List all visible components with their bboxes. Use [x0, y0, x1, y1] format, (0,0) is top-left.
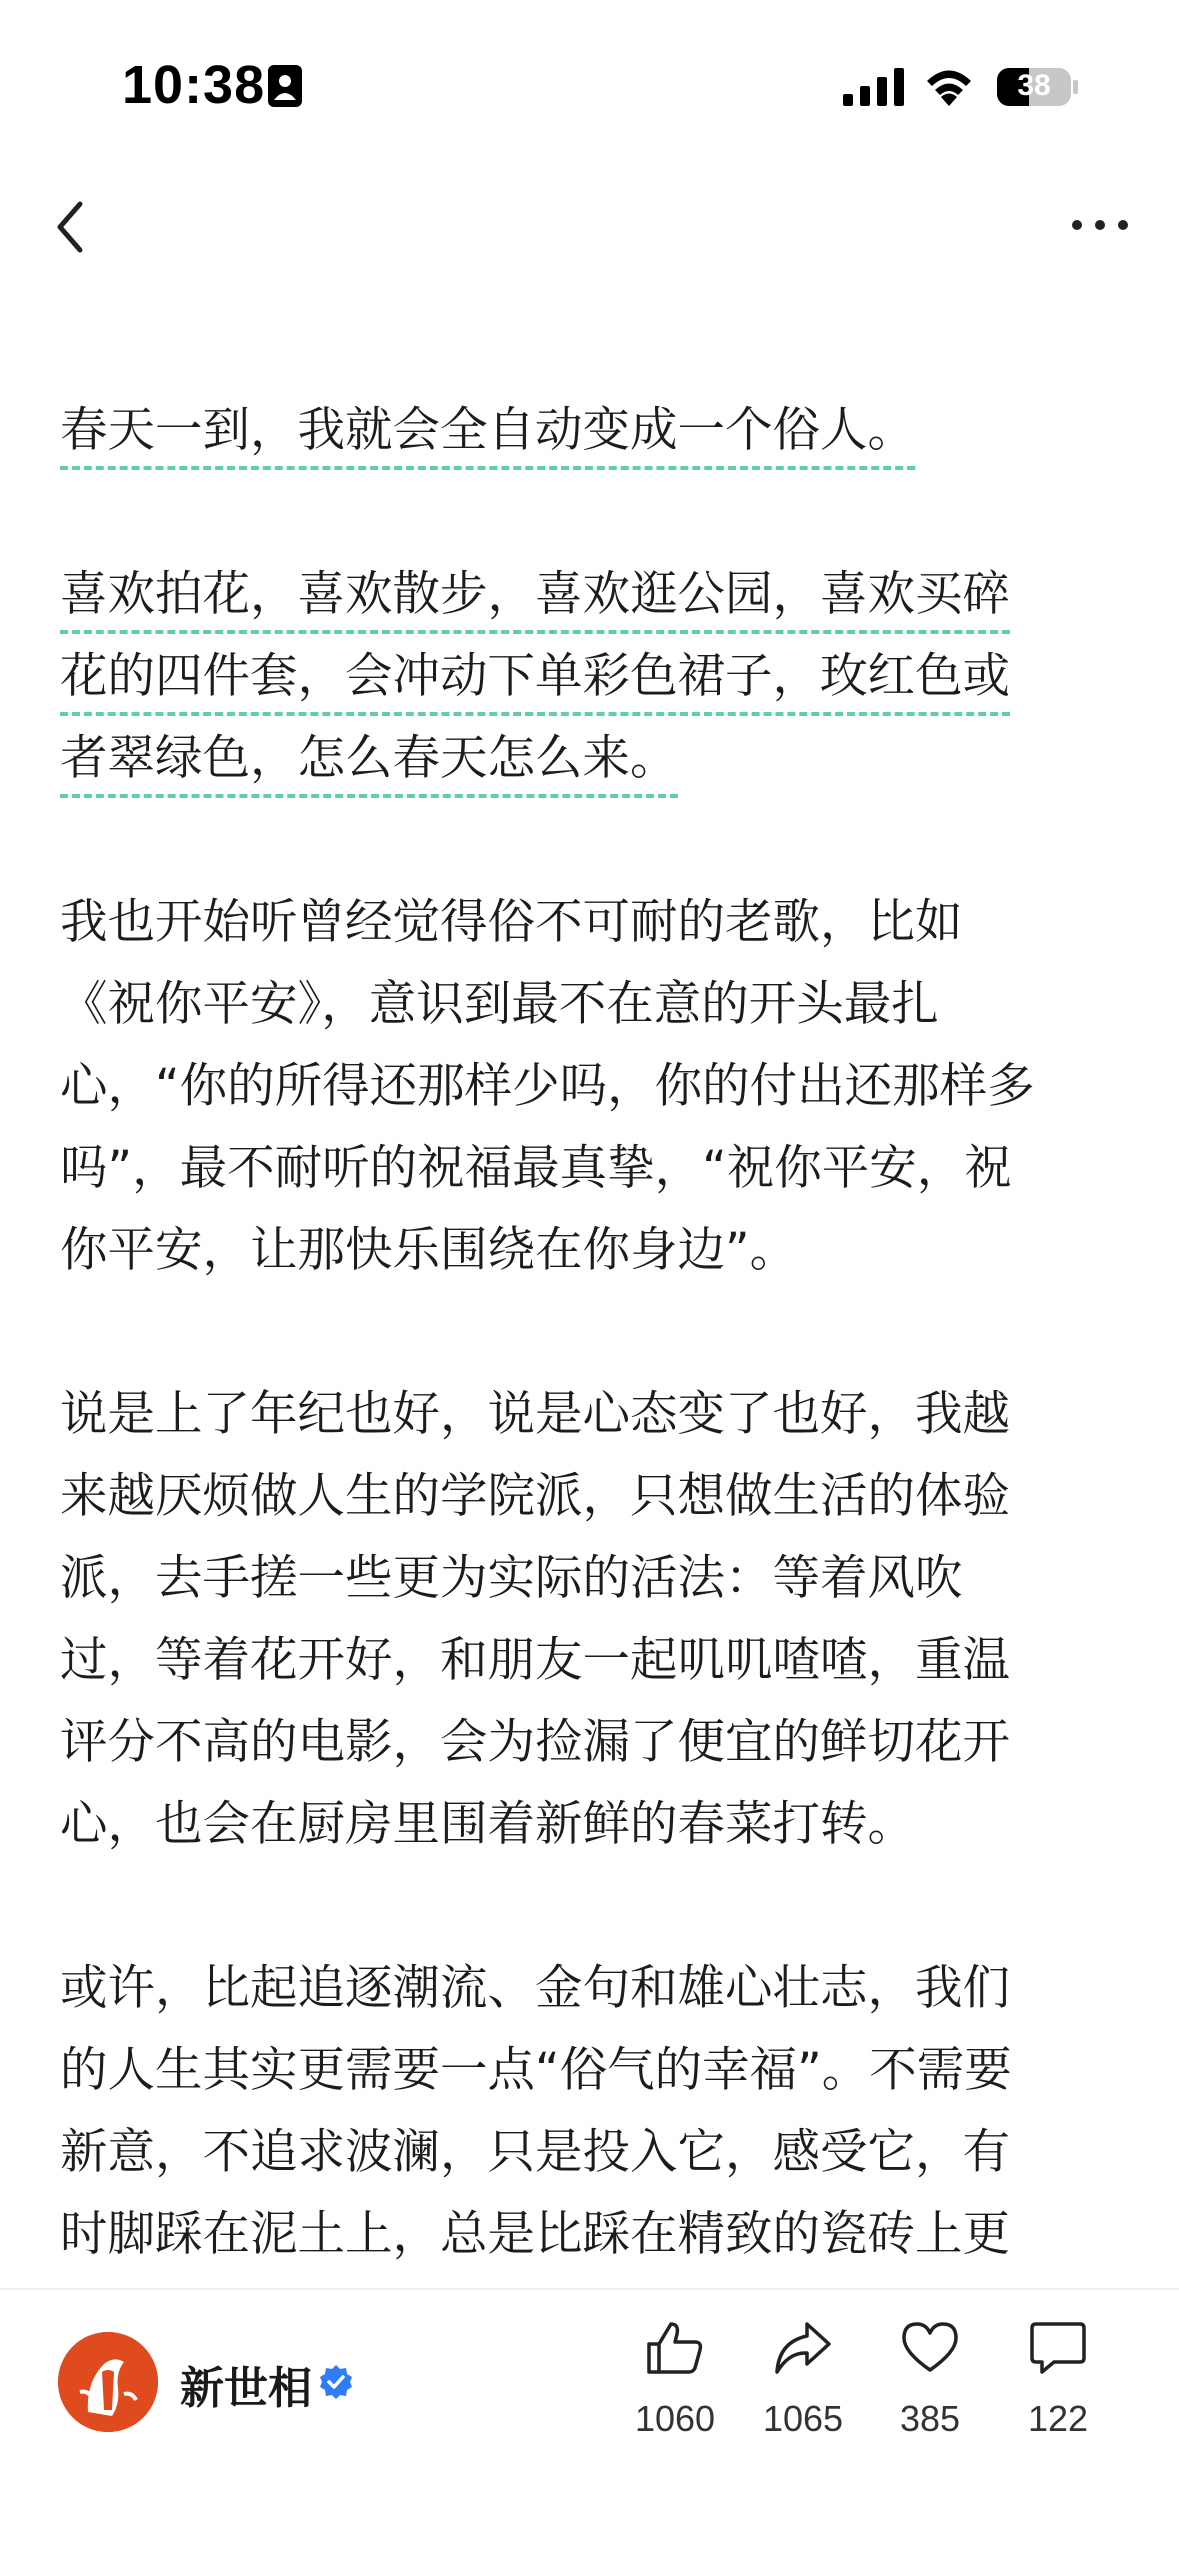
article-paragraph: [60, 390, 1140, 472]
paragraph-line: 新意，不追求波澜，只是投入它，感受它，有: [60, 2125, 1010, 2180]
paragraph-line: 心，“你的所得还那样少吗，你的付出还那样多: [60, 1059, 1035, 1114]
article-paragraph: [60, 1374, 1140, 1866]
back-button[interactable]: [40, 192, 100, 262]
more-options-button[interactable]: [1060, 200, 1140, 250]
paragraph-line: 吗”，最不耐听的祝福最真挚，“祝你平安，祝: [60, 1141, 1012, 1196]
like-count: 1060: [634, 2398, 716, 2439]
article-paragraph: [60, 882, 1140, 1292]
paragraph-line: 或许，比起追逐潮流、金句和雄心壮志，我们: [60, 1961, 1010, 2016]
favorite-count: 385: [899, 2398, 961, 2439]
paragraph-line: 我也开始听曾经觉得俗不可耐的老歌，比如: [60, 895, 963, 950]
verified-badge-icon: [318, 2364, 354, 2400]
paragraph-line: 过，等着花开好，和朋友一起叽叽喳喳，重温: [60, 1633, 1010, 1688]
thumbs-up-icon: [645, 2320, 705, 2376]
ellipsis-icon: [1071, 219, 1129, 231]
author-avatar[interactable]: [58, 2332, 158, 2432]
favorite-button[interactable]: [870, 2320, 990, 2440]
share-count: 1065: [762, 2398, 844, 2439]
paragraph-line: 派，去手搓一些更为实际的活法：等着风吹: [60, 1551, 963, 1606]
share-button[interactable]: [743, 2320, 863, 2440]
share-icon: [773, 2320, 833, 2376]
paragraph-line: 你平安，让那快乐围绕在你身边”。: [60, 1223, 798, 1278]
article-body: [60, 390, 1140, 2275]
comment-button[interactable]: [998, 2320, 1118, 2440]
author-name[interactable]: 新世相: [180, 2363, 312, 2414]
paragraph-line: 时脚踩在泥土上，总是比踩在精致的瓷砖上更: [60, 2207, 1010, 2262]
cellular-signal-icon: [843, 68, 905, 106]
paragraph-line: 说是上了年纪也好，说是心态变了也好，我越: [60, 1387, 1010, 1442]
paragraph-line: 春天一到，我就会全自动变成一个俗人。: [60, 403, 915, 470]
paragraph-line: 的人生其实更需要一点“俗气的幸福”。不需要: [60, 2043, 1012, 2098]
paragraph-line: 评分不高的电影，会为捡漏了便宜的鲜切花开: [60, 1715, 1010, 1770]
like-button[interactable]: [615, 2320, 735, 2440]
battery-level: 38: [1017, 69, 1051, 102]
chevron-left-icon: [56, 201, 84, 253]
status-bar: [0, 0, 1179, 170]
id-card-icon: [267, 64, 303, 108]
battery-indicator: [997, 66, 1079, 108]
status-time: 10:38: [122, 55, 266, 115]
paragraph-line: 来越厌烦做人生的学院派，只想做生活的体验: [60, 1469, 1010, 1524]
paragraph-line: 花的四件套，会冲动下单彩色裙子，玫红色或: [60, 649, 1010, 716]
comment-count: 122: [1027, 2398, 1089, 2439]
paragraph-line: 喜欢拍花，喜欢散步，喜欢逛公园，喜欢买碎: [60, 567, 1010, 634]
paragraph-line: 《祝你平安》，意识到最不在意的开头最扎: [60, 977, 939, 1032]
article-paragraph: [60, 554, 1140, 800]
comment-icon: [1028, 2320, 1088, 2376]
paragraph-line: 心，也会在厨房里围着新鲜的春菜打转。: [60, 1797, 915, 1852]
author-logo-icon: [58, 2332, 158, 2432]
heart-icon: [900, 2320, 960, 2376]
paragraph-line: 者翠绿色，怎么春天怎么来。: [60, 731, 678, 798]
wifi-icon: [923, 64, 975, 106]
bottom-action-bar: [0, 2288, 1179, 2556]
